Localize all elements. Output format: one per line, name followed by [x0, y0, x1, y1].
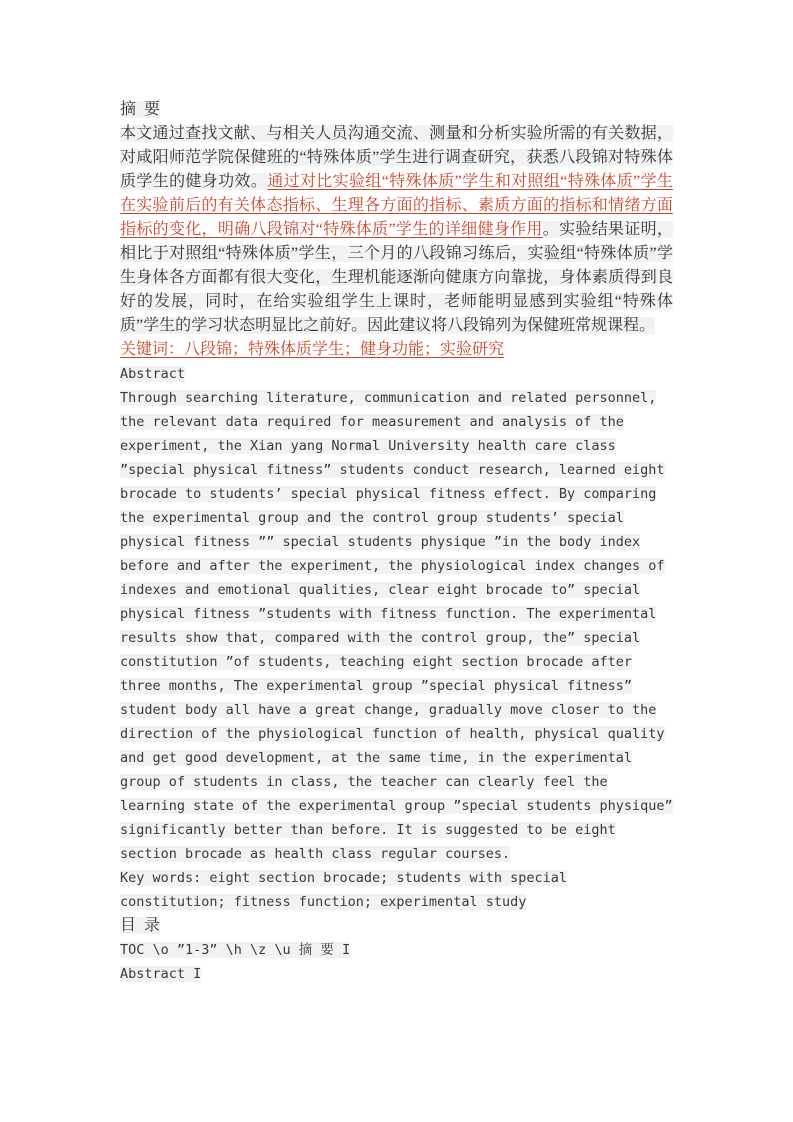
abstract-paragraph-en	[120, 386, 673, 866]
toc-entry-abstract-text: Abstract I	[120, 966, 202, 982]
revised-text-segment: 通过对比实验组“特殊体质”学生和对照组“特殊体质”学生在实验前后的有关体态指标、生理各方面的指标、素质方面的指标和情绪方面指标的变化，明确八段锦对“特殊体质”学生的详细健身作用	[120, 173, 673, 238]
text-segment: 本文通过查找文献、与相关人员沟通交流、测量和分析实验所需的有关数据，对咸阳师范学院保健班的“特殊体质”学生进行调查研究，获悉八段锦对特殊体质学生的健身功效。	[120, 125, 673, 190]
keywords-en	[120, 866, 673, 914]
toc-entry-field-code	[120, 938, 673, 962]
keywords-cn-text: 关键词：八段锦；特殊体质学生；健身功能；实验研究	[120, 341, 505, 358]
keywords-en-text: Key words: eight section brocade; students with special constitution; fitness function; experimental study	[120, 870, 568, 910]
toc-entry-field-code-text: TOC \o ”1-3” \h \z \u 摘 要 I	[120, 942, 351, 958]
toc-entry-abstract	[120, 962, 673, 986]
abstract-paragraph-cn	[120, 122, 673, 338]
text-segment: 。实验结果证明，相比于对照组“特殊体质”学生，三个月的八段锦习练后，实验组“特殊体质”学生身体各方面都有很大变化，生理机能逐渐向健康方向靠拢，身体素质得到良好的发展，同时，在给实验组学生上课时，老师能明显感到实验组“特殊体质”学生的学习状态明显比之前好。因此建议将八段锦列为保健班常规课程。	[120, 221, 673, 334]
toc-heading-text: 目 录	[120, 917, 161, 934]
abstract-heading-cn-text: 摘 要	[120, 101, 161, 118]
abstract-heading-en-text: Abstract	[120, 366, 186, 382]
toc-heading	[120, 914, 673, 938]
abstract-heading-cn	[120, 98, 673, 122]
abstract-heading-en	[120, 362, 673, 386]
keywords-cn	[120, 338, 673, 362]
abstract-paragraph-en-text: Through searching literature, communication and related personnel, the relevant data required for measurement and analysis of the experiment, the Xian yang Normal University health care class ”special physical fitness” students conduct research, learned eight brocade to students’ special physical fitness effect. By comparing the experimental group and the control group students’ special physical fitness ”” special students physique ”in the body index before and after the experiment, the physiological index changes of indexes and emotional qualities, clear eight brocade to” special physical fitness ”students with fitness function. The experimental results show that, compared with the control group, the” special constitution ”of students, teaching eight section brocade after three months, The experimental group ”special physical fitness” student body all have a great change, gradually move closer to the direction of the physiological function of health, physical quality and get good development, at the same time, in the experimental group of students in class, the teacher can clearly feel the learning state of the experimental group ”special students physique” significantly better than before. It is suggested to be eight section brocade as health class regular courses.	[120, 390, 673, 862]
